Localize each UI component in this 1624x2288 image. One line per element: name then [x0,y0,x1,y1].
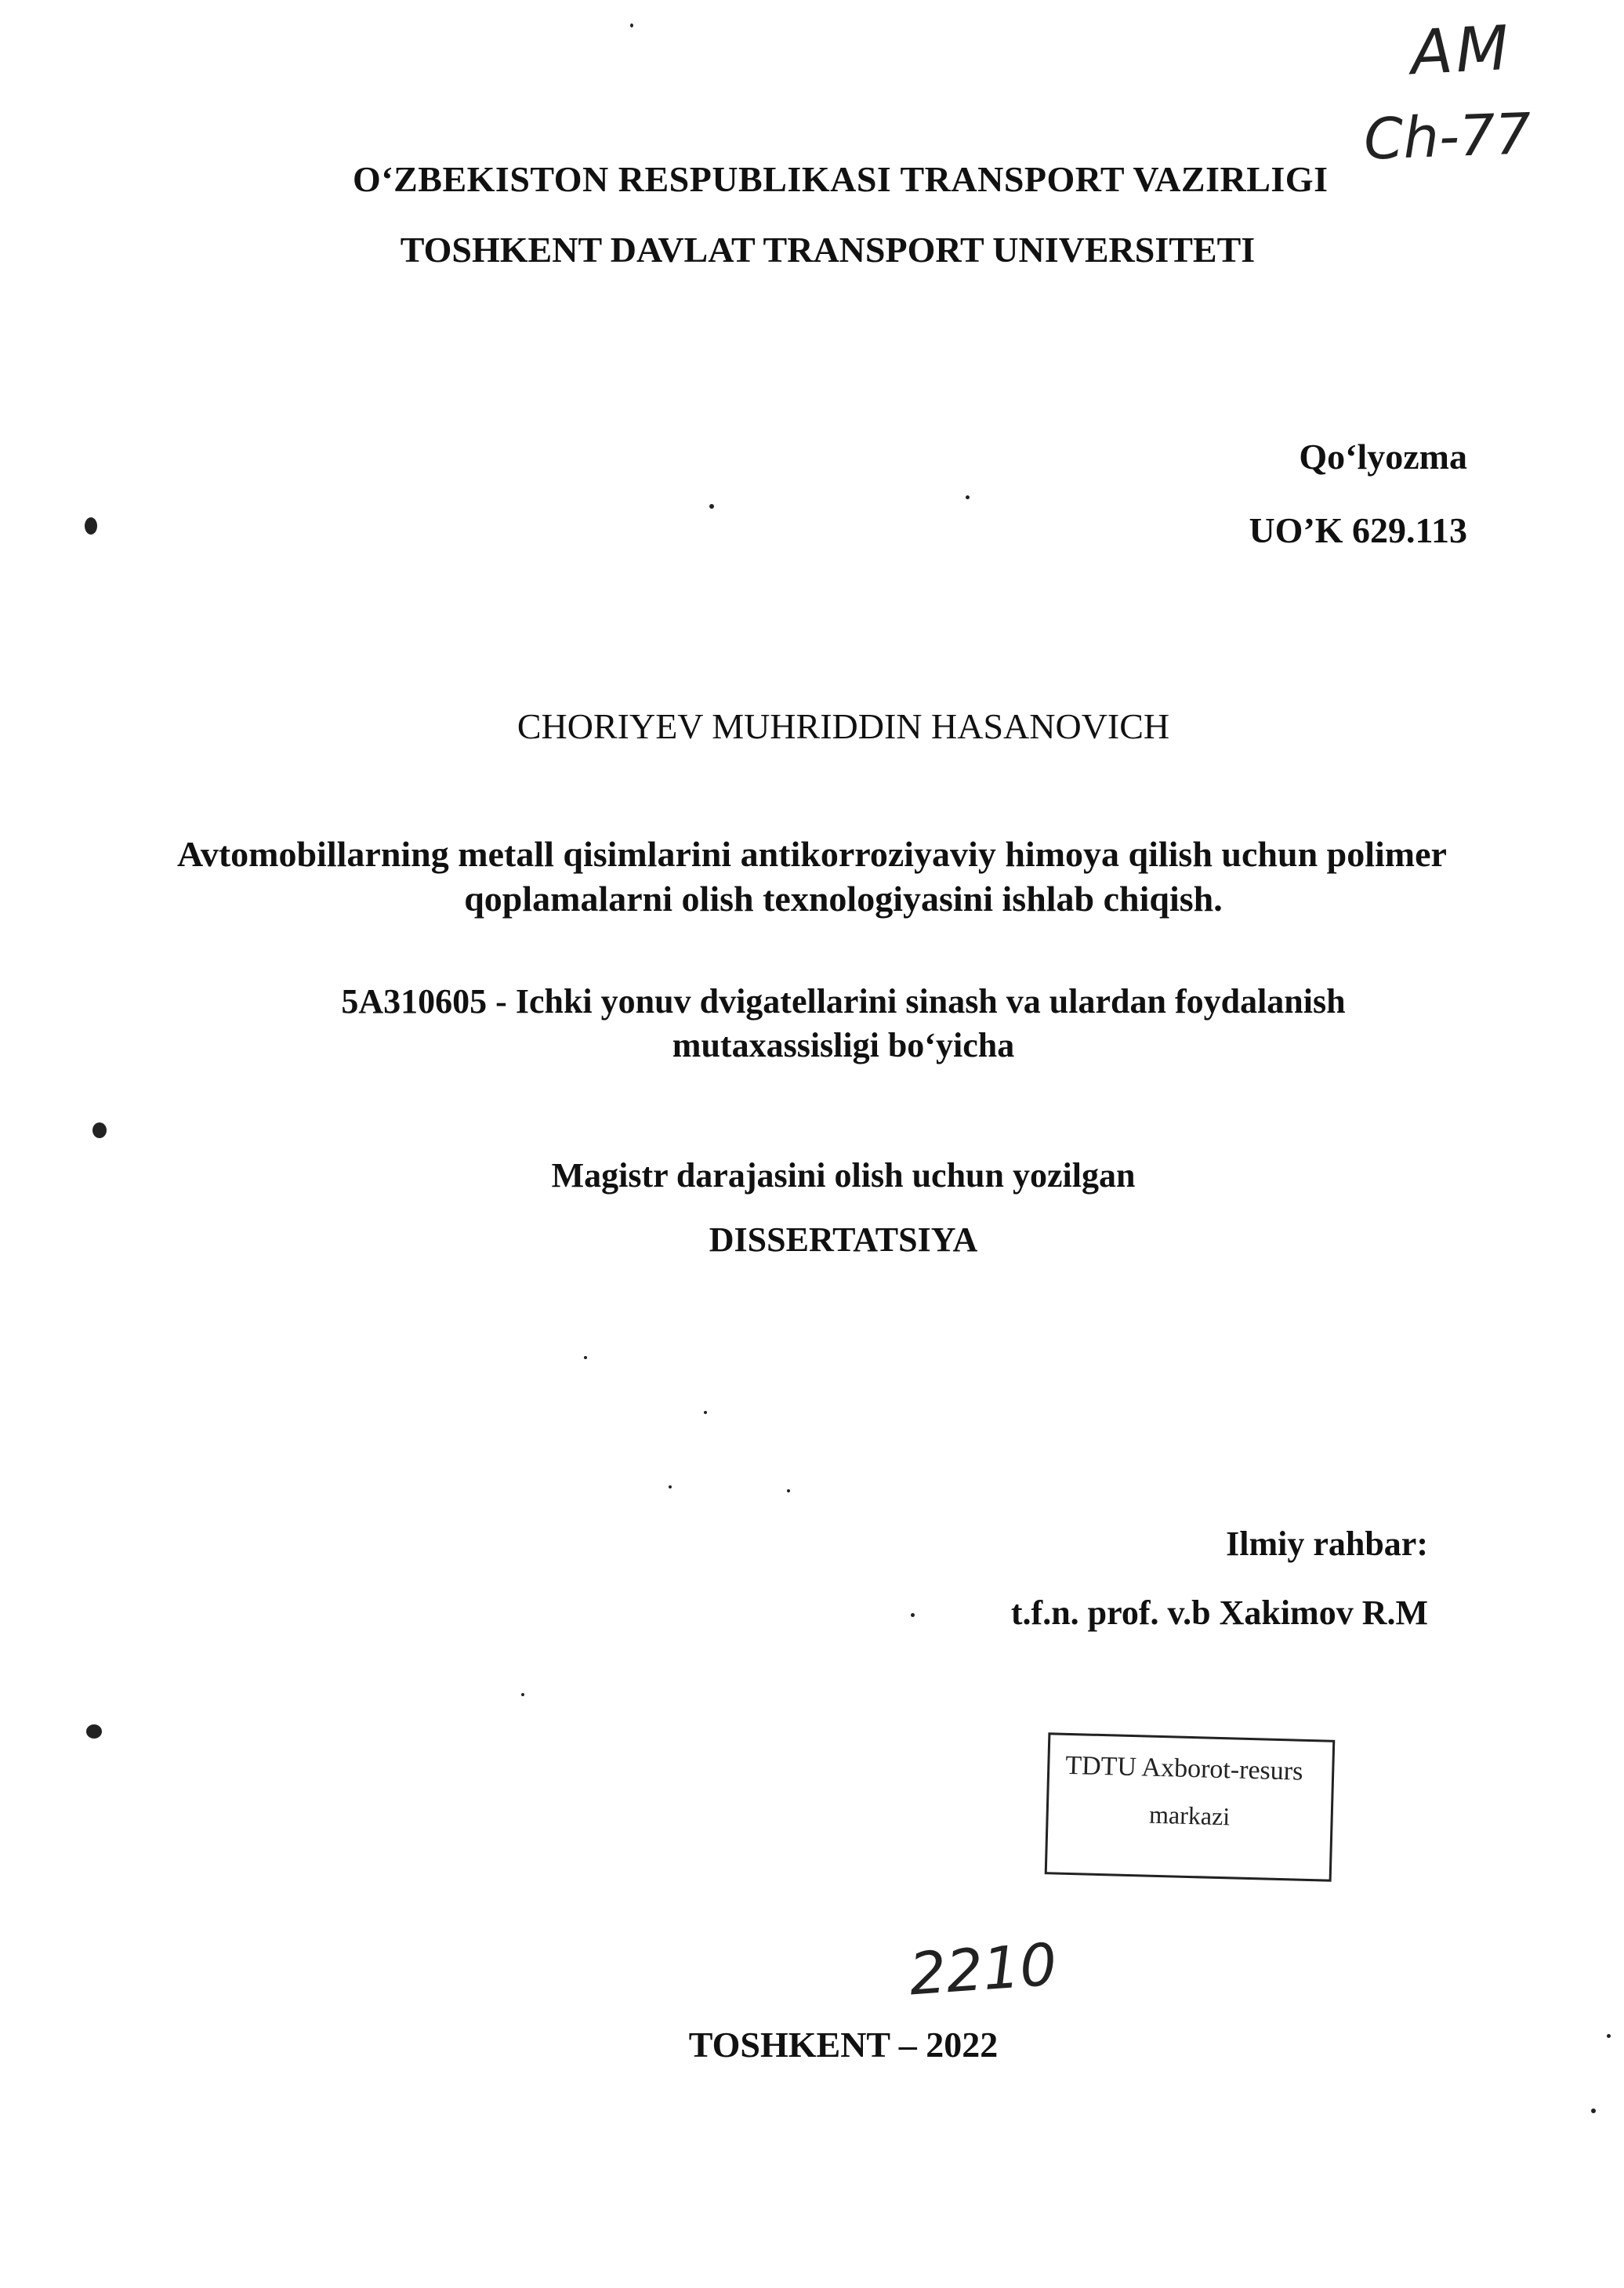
manuscript-label: Qo‘lyozma [1299,437,1467,477]
scan-speck [787,1489,790,1492]
scan-speck [1591,2109,1596,2113]
degree-statement: Magistr darajasini olish uchun yozilgan [551,1156,1136,1195]
scan-speck [521,1693,524,1696]
scan-speck [669,1485,672,1488]
scan-speck [704,1411,707,1414]
scan-speck [911,1613,915,1617]
university-heading: TOSHKENT DAVLAT TRANSPORT UNIVERSITETI [400,230,1256,270]
dissertation-title-line-1: Avtomobillarning metall qisimlarini antikorroziyaviy himoya qilish uchun polimer [177,834,1447,874]
udc-code: UO’K 629.113 [1249,510,1467,550]
stamp-line-1: TDTU Axborot-resurs [1064,1750,1303,1786]
scan-speck [584,1356,587,1359]
scan-speck [1607,2034,1611,2038]
scan-speck [709,504,714,509]
library-stamp [1045,1732,1336,1882]
specialty-line-2: mutaxassisligi bo‘yicha [672,1026,1015,1064]
scan-speck [92,1122,107,1138]
supervisor-name: t.f.n. prof. v.b Xakimov R.M [1010,1594,1428,1632]
handwritten-corner-code: AM [1408,13,1513,89]
supervisor-label: Ilmiy rahbar: [1226,1525,1428,1563]
author-name: CHORIYEV MUHRIDDIN HASANOVICH [517,706,1170,746]
scan-speck [966,495,970,499]
ministry-heading: O‘ZBEKISTON RESPUBLIKASI TRANSPORT VAZIRLIGI [353,159,1329,199]
scan-speck [630,24,633,27]
dissertation-title-line-2: qoplamalarni olish texnologiyasini ishlab chiqish. [464,879,1223,919]
document-type: DISSERTATSIYA [709,1220,978,1259]
handwritten-inventory-number: 2210 [907,1931,1060,2009]
specialty-line-1: 5A310605 - Ichki yonuv dvigatellarini sinash va ulardan foydalanish [341,982,1346,1021]
scan-speck [85,517,97,535]
handwritten-call-number: Ch-77 [1362,100,1532,172]
stamp-line-2: markazi [1148,1800,1231,1831]
city-year: TOSHKENT – 2022 [688,2025,999,2065]
scan-speck [86,1724,102,1739]
